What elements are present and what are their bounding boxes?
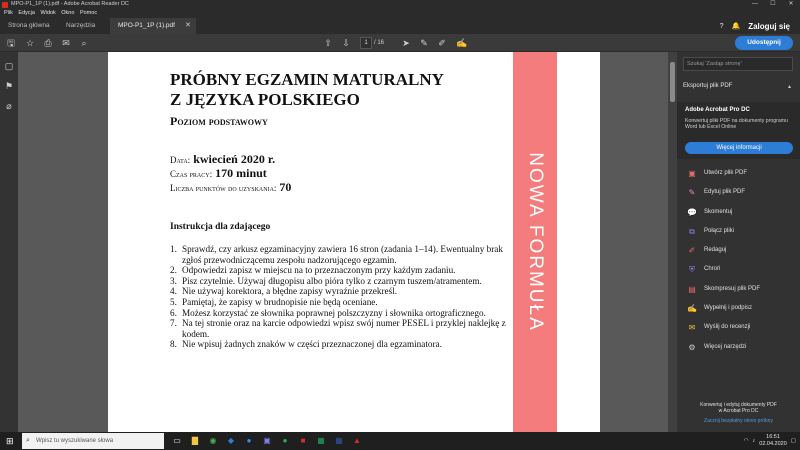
title-bar (0, 0, 800, 9)
clock-date: 02.04.2020 (759, 441, 787, 447)
tab-tools[interactable]: Narzędzia (66, 22, 96, 29)
date-value: kwiecień 2020 r. (193, 152, 276, 166)
tool-label: Połącz pliki (704, 227, 735, 234)
bookmarks-icon[interactable]: ⚑ (4, 81, 14, 91)
app-icon[interactable]: ■ (300, 436, 306, 445)
left-navigation-rail (0, 52, 18, 432)
time-label: Czas pracy: (170, 169, 213, 179)
instructions-list (170, 244, 510, 350)
window-controls (746, 0, 800, 9)
excel-icon[interactable]: ▦ (317, 436, 325, 445)
exam-title-line2: Z JĘZYKA POLSKIEGO (170, 90, 360, 109)
acrobat-taskbar-icon[interactable]: ▲ (353, 436, 361, 445)
bookmark-star-icon[interactable]: ☆ (25, 38, 35, 48)
send-review-icon: ✉ (688, 323, 696, 333)
menu-file[interactable]: Plik (4, 10, 13, 16)
save-icon[interactable]: 🖫 (7, 38, 15, 48)
tool-item[interactable] (677, 222, 800, 241)
more-tools-icon: ⚙ (688, 342, 696, 352)
page-number-input[interactable]: 1 (360, 37, 372, 49)
windows-taskbar (0, 432, 800, 450)
tool-item[interactable] (677, 260, 800, 279)
tool-label: Skomentuj (704, 208, 733, 215)
page-total: / 16 (374, 40, 385, 46)
teams-icon[interactable]: ▣ (263, 436, 271, 445)
promo-box (677, 102, 800, 159)
promo-footer (677, 403, 800, 414)
tool-item[interactable] (677, 203, 800, 222)
more-info-button[interactable]: Więcej informacji (685, 142, 793, 154)
exam-points-row (170, 180, 291, 195)
promo-title: Adobe Acrobat Pro DC (685, 107, 750, 113)
edit-pdf-icon: ✎ (688, 188, 696, 198)
tab-document[interactable]: MPO-P1_1P (1).pdf (110, 18, 196, 34)
fill-sign-icon: ✍ (687, 304, 697, 314)
points-label: Liczba punktów do uzyskania: (170, 183, 277, 193)
export-pdf-item[interactable] (683, 83, 732, 89)
previous-page-icon[interactable]: ⇧ (324, 38, 332, 48)
date-label: Data: (170, 155, 191, 165)
tools-list (677, 164, 800, 357)
sign-icon[interactable]: ✍ (456, 38, 468, 48)
share-label: Udostępnij (747, 39, 781, 46)
create-pdf-icon: ▣ (688, 169, 696, 178)
highlight-icon[interactable]: ✐ (438, 38, 446, 48)
dropbox-icon[interactable]: ◆ (227, 436, 235, 445)
main-toolbar (0, 34, 800, 52)
clock-time: 16:51 (766, 434, 780, 440)
chrome-icon[interactable]: ◉ (209, 436, 217, 445)
tool-item[interactable] (677, 280, 800, 299)
close-tab-icon[interactable]: ✕ (185, 22, 191, 29)
attachments-icon[interactable]: ⌀ (6, 101, 12, 111)
tool-label: Wypełnij i podpisz (704, 305, 752, 312)
acrobat-app-icon (2, 2, 8, 8)
time-value: 170 minut (215, 166, 267, 180)
comment-icon: 💬 (687, 207, 697, 217)
spotify-icon[interactable]: ● (282, 436, 288, 445)
list-item: 7. Na tej stronie oraz na karcie odpowiedzi wpisz swój numer PESEL i przyklej naklejkę z kodem. (170, 318, 506, 339)
band-label (506, 52, 564, 432)
header-actions (720, 18, 790, 34)
export-pdf-label: Eksportuj plik PDF (683, 83, 733, 89)
tool-label: Redaguj (704, 247, 727, 254)
comment-pen-icon[interactable]: ✎ (420, 38, 428, 48)
tool-label: Chroń (704, 266, 721, 273)
list-item: 8. Nie wpisuj żadnych znaków w części przeznaczonej dla egzaminatora. (170, 339, 442, 350)
close-window-button[interactable]: ✕ (788, 1, 794, 7)
list-item: 1. Sprawdź, czy arkusz egzaminacyjny zawiera 16 stron (zadania 1–14). Ewentualny brak zgłoś przewodniczącemu zespołu nadzorującego egzamin. (170, 244, 503, 265)
exam-time-row (170, 166, 267, 181)
login-link[interactable]: Zaloguj się (748, 21, 790, 31)
notifications-center-icon[interactable]: ▢ (790, 438, 796, 444)
exam-header (170, 70, 510, 129)
protect-icon: ⛨ (689, 265, 695, 275)
list-item: 6. Możesz korzystać ze słownika poprawnej polszczyzny i słownika ortograficznego. (170, 307, 486, 318)
band-text: NOWA FORMUŁA (525, 152, 546, 332)
promo-body: Konwertuj pliki PDF na dokumenty programu Word lub Excel Online (685, 118, 788, 131)
promo-footer-line2: w Acrobat Pro DC (718, 407, 759, 414)
promo-footer-line1: Konwertuj i edytuj dokumenty PDF (700, 402, 777, 408)
instructions-title: Instrukcja dla zdającego (170, 222, 271, 232)
zoom-icon[interactable]: ● (246, 436, 252, 445)
tab-home[interactable]: Strona główna (8, 22, 50, 29)
list-item: 4. Nie używaj korektora, a błędne zapisy wyraźnie przekreśl. (170, 286, 398, 297)
notifications-icon[interactable]: 🔔 (731, 23, 741, 30)
menu-window[interactable]: Okno (61, 10, 75, 16)
taskbar-search-input[interactable] (22, 433, 164, 449)
tools-panel (677, 52, 800, 432)
exam-level: Poziom podstawowy (170, 114, 268, 128)
network-icon[interactable]: ◠ (743, 438, 749, 444)
maximize-button[interactable]: ☐ (770, 1, 776, 7)
tool-item[interactable] (677, 164, 800, 183)
help-icon[interactable]: ? (719, 22, 724, 30)
menu-edit[interactable]: Edycja (18, 10, 35, 16)
tool-label: Więcej narzędzi (704, 343, 747, 350)
chevron-up-icon[interactable]: ▴ (788, 84, 792, 90)
vertical-scrollbar[interactable] (668, 52, 677, 432)
minimize-button[interactable]: — (752, 1, 758, 7)
page-thumbnails-icon[interactable]: ▢ (4, 61, 14, 71)
taskbar-apps (170, 432, 364, 450)
search-icon: ⌕ (26, 437, 30, 444)
tool-item[interactable] (677, 183, 800, 202)
tool-item[interactable] (677, 299, 800, 318)
document-viewer[interactable] (18, 52, 668, 432)
menu-help[interactable]: Pomoc (79, 10, 98, 16)
scrollbar-thumb[interactable] (670, 62, 675, 102)
find-icon[interactable]: ⌕ (81, 38, 87, 48)
tool-item[interactable] (677, 338, 800, 357)
windows-start-icon[interactable]: ⊞ (6, 436, 14, 446)
select-cursor-icon[interactable]: ➤ (402, 38, 410, 48)
tool-label: Skompresuj plik PDF (704, 285, 761, 292)
task-view-icon[interactable]: ▭ (173, 436, 181, 445)
volume-icon[interactable]: ♪ (752, 438, 756, 444)
file-explorer-icon[interactable]: ▇ (191, 436, 199, 445)
combine-icon: ⧉ (689, 226, 695, 236)
menu-view[interactable]: Widok (40, 10, 56, 16)
menu-bar (0, 9, 800, 18)
window-title: MPO-P1_1P (1).pdf - Adobe Acrobat Reader DC (11, 1, 129, 7)
exam-title-line1: PRÓBNY EGZAMIN MATURALNY (170, 70, 444, 89)
tool-item[interactable] (677, 241, 800, 260)
tool-label: Edytuj plik PDF (704, 189, 746, 196)
pdf-page (108, 52, 600, 432)
tab-bar (0, 18, 800, 34)
tool-item[interactable] (677, 318, 800, 337)
clock[interactable] (759, 434, 787, 448)
redact-icon: ✐ (688, 246, 696, 256)
list-item: 3. Pisz czytelnie. Używaj długopisu albo pióra tylko z czarnym tuszem/atramentem. (170, 275, 482, 286)
tool-label: Utwórz plik PDF (704, 170, 748, 176)
points-value: 70 (279, 180, 292, 194)
compress-icon: ▤ (688, 284, 696, 294)
email-icon[interactable]: ✉ (62, 38, 70, 48)
word-icon[interactable]: ▦ (335, 436, 343, 445)
free-trial-link[interactable]: Zacznij bezpłatny okres próbny (704, 418, 773, 424)
tools-search-input[interactable]: Szukaj 'Zastąp stronę' (683, 57, 793, 71)
print-icon[interactable]: ⎙ (44, 38, 52, 48)
share-button[interactable] (735, 36, 793, 50)
next-page-icon[interactable]: ⇩ (342, 38, 350, 48)
list-item: 5. Pamiętaj, że zapisy w brudnopisie nie będą oceniane. (170, 296, 378, 307)
taskbar-search-placeholder: Wpisz tu wyszukiwane słowa (36, 438, 114, 444)
tool-label: Wyślij do recenzji (704, 324, 751, 331)
system-tray (744, 432, 796, 450)
exam-date-row (170, 152, 275, 167)
list-item: 2. Odpowiedzi zapisz w miejscu na to przeznaczonym przy każdym zadaniu. (170, 265, 456, 276)
